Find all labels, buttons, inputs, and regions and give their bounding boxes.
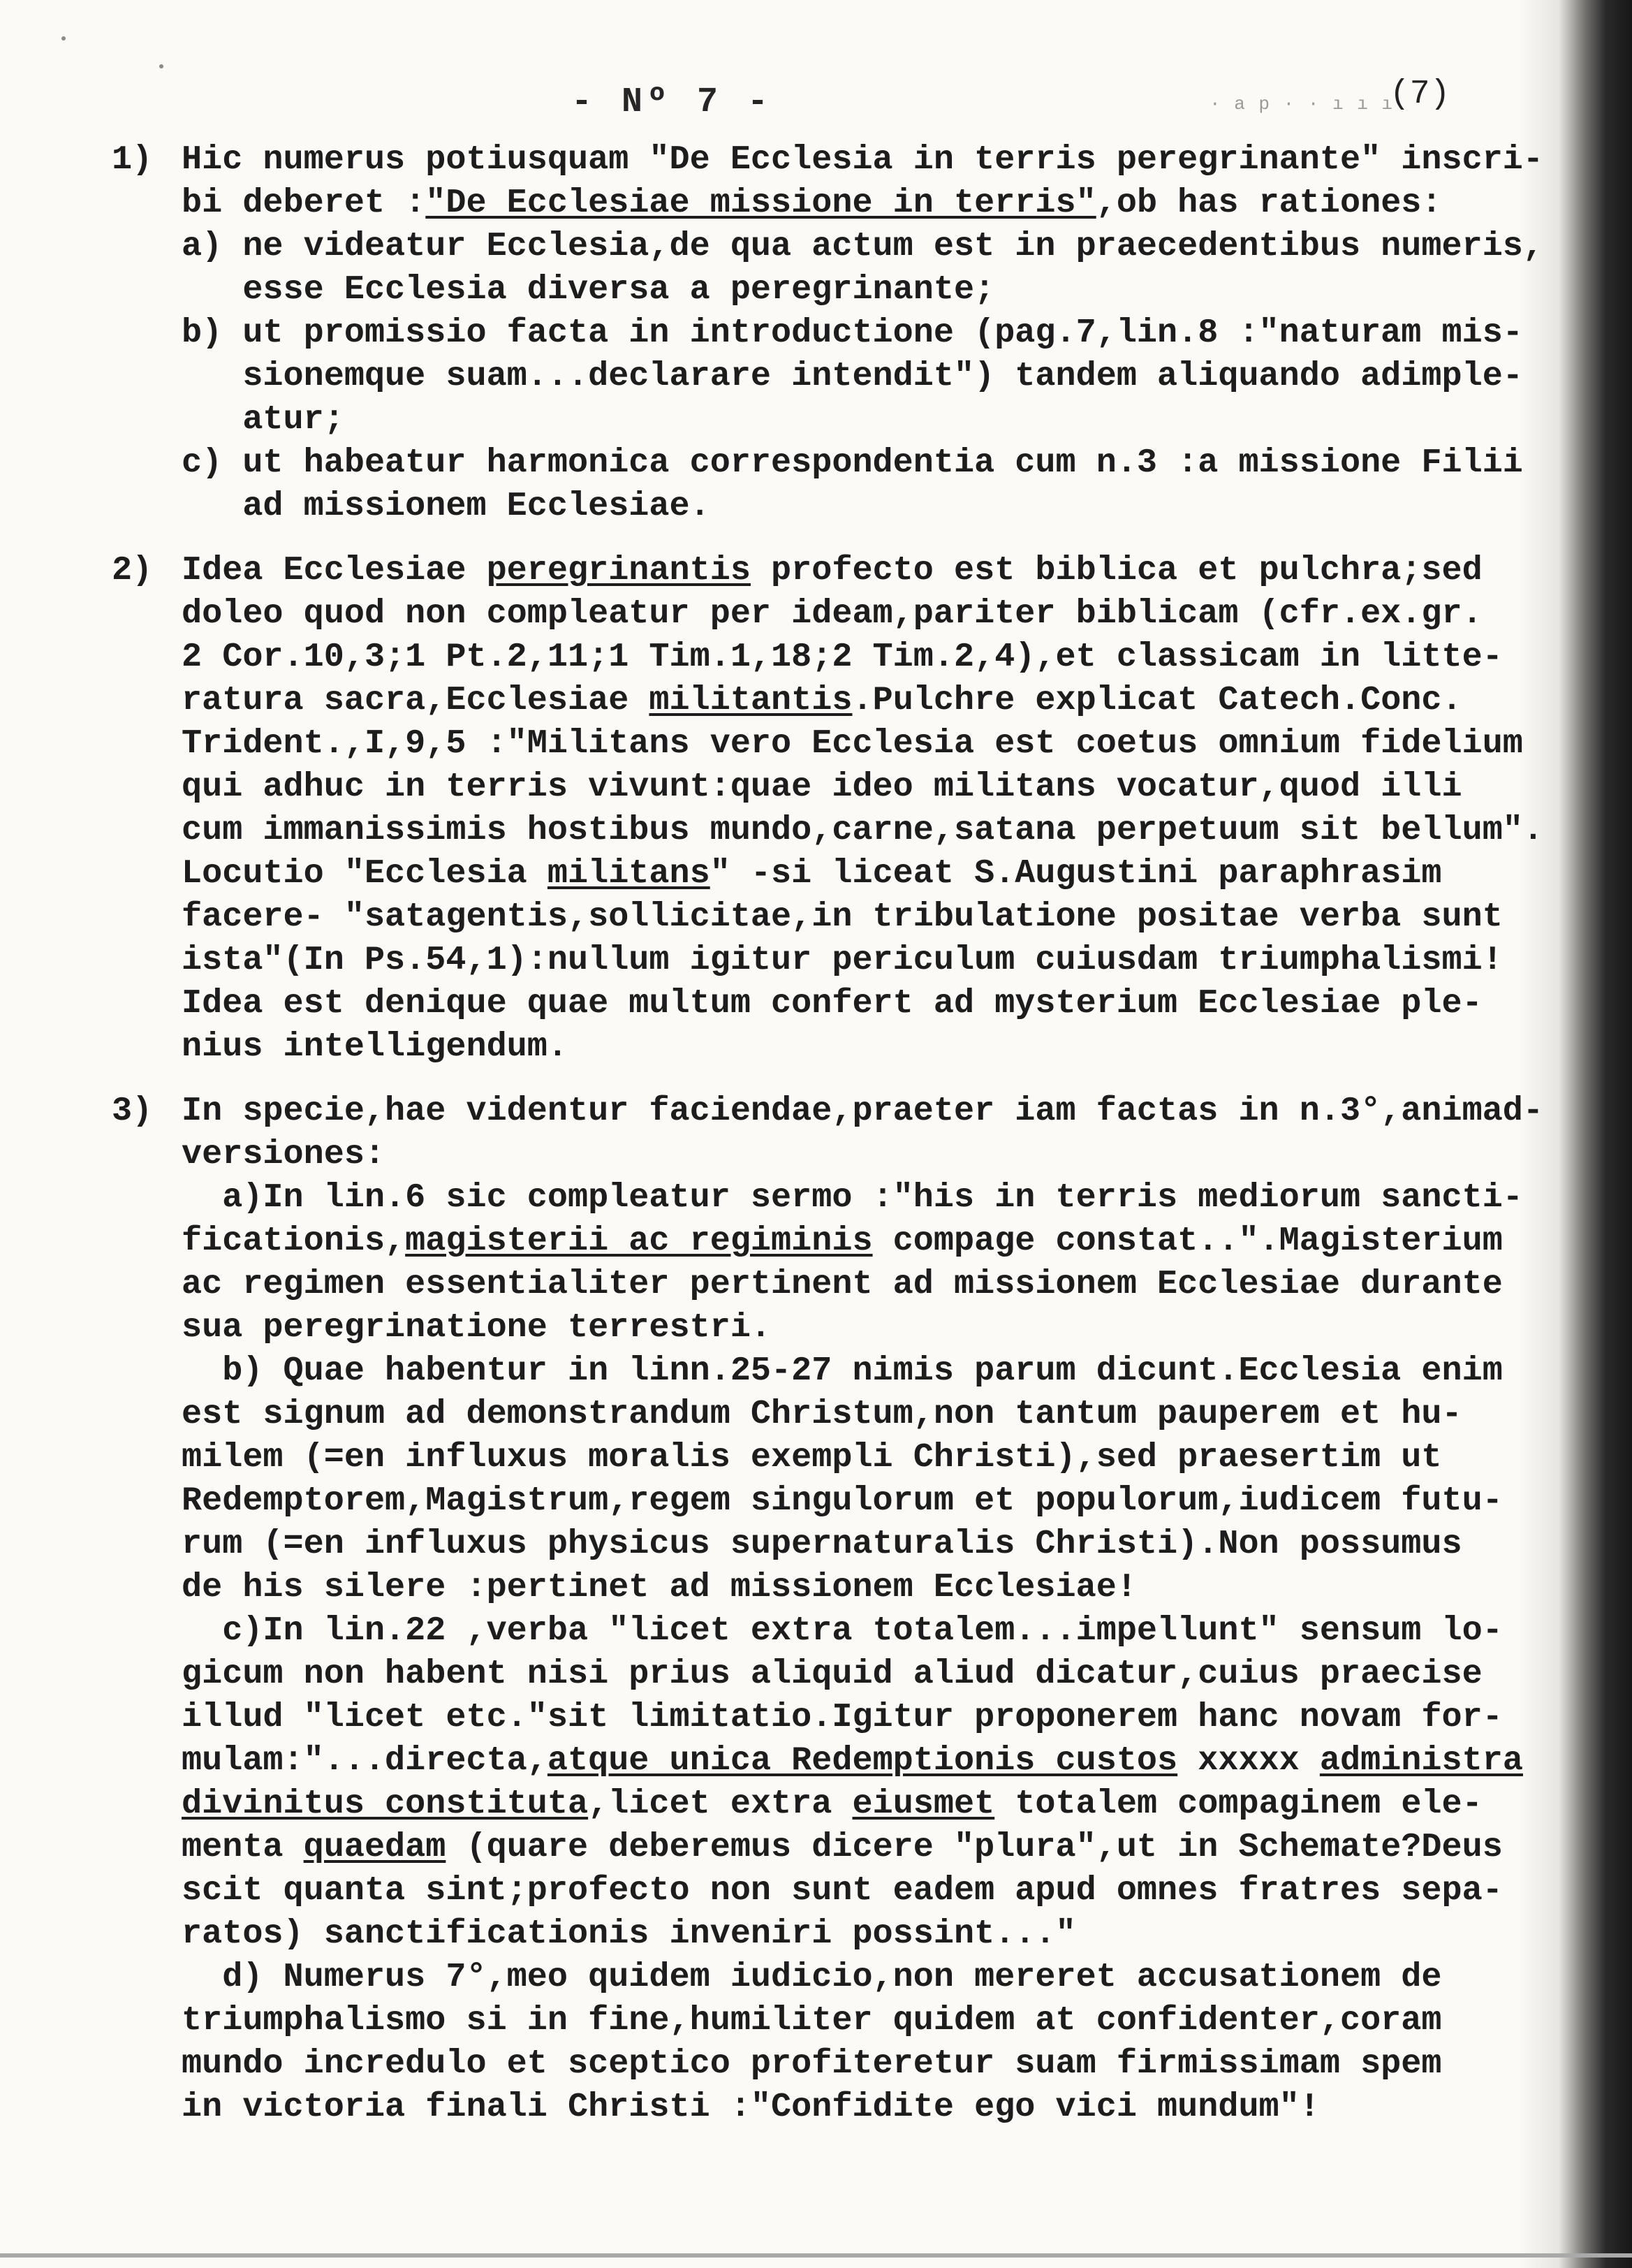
line-text: est signum ad demonstrandum Christum,non tantum pauperem et hu- (182, 1395, 1462, 1433)
line-text: versiones: (182, 1135, 385, 1173)
text-line (112, 1479, 1613, 1523)
text-line (112, 225, 1613, 268)
text-line (112, 722, 1613, 766)
text-line (112, 1393, 1613, 1436)
text-line (112, 1220, 1613, 1263)
text-line (112, 1436, 1613, 1479)
text-line (112, 809, 1613, 852)
text-line (112, 138, 1613, 182)
line-text: Hic numerus potiusquam "De Ecclesia in terris peregrinante" inscri- (182, 140, 1544, 179)
text-line (112, 549, 1613, 592)
text-line (112, 2042, 1613, 2086)
underlined-text: magisterii ac regiminis (405, 1222, 873, 1260)
line-text: Trident.,I,9,5 :"Militans vero Ecclesia est coetus omnium fidelium (182, 724, 1523, 763)
text-line (112, 1739, 1613, 1783)
line-text: cum immanissimis hostibus mundo,carne,satana perpetuum sit bellum". (182, 811, 1544, 849)
line-text: d) Numerus 7°,meo quidem iudicio,non mereret accusationem de (182, 1958, 1442, 1996)
underlined-text: peregrinantis (486, 551, 751, 590)
underlined-text: quaedam (303, 1828, 446, 1866)
line-text: doleo quod non compleatur per ideam,pariter biblicam (cfr.ex.gr. (182, 594, 1483, 633)
text-line (112, 312, 1613, 355)
line-text: bi deberet : (182, 184, 426, 222)
line-text: illud "licet etc."sit limitatio.Igitur proponerem hanc novam for- (182, 1698, 1503, 1736)
scan-speck (61, 36, 66, 41)
text-line (112, 1912, 1613, 1956)
paragraph-1 (112, 138, 1613, 528)
scan-speck (159, 64, 163, 68)
line-text: de his silere :pertinet ad missionem Ecclesiae! (182, 1568, 1137, 1607)
text-line (112, 1523, 1613, 1566)
text-line (112, 1133, 1613, 1176)
text-line (112, 1566, 1613, 1609)
line-text: mulam:"...directa, (182, 1741, 547, 1780)
text-line (112, 1696, 1613, 1739)
line-text: milem (=en influxus moralis exempli Christi),sed praesertim ut (182, 1438, 1442, 1477)
line-text: c)In lin.22 ,verba "licet extra totalem...impellunt" sensum lo- (182, 1611, 1503, 1650)
line-text: ad missionem Ecclesiae. (182, 487, 710, 525)
line-text: a) ne videatur Ecclesia,de qua actum est in praecedentibus numeris, (182, 227, 1544, 265)
line-text: nius intelligendum. (182, 1027, 568, 1066)
underlined-text: "De Ecclesiae missione in terris" (425, 184, 1096, 222)
text-line (112, 1090, 1613, 1133)
line-text: Idea est denique quae multum confert ad mysterium Ecclesiae ple- (182, 984, 1483, 1023)
underlined-text: eiusmet (852, 1785, 995, 1823)
line-text: xxxxx (1177, 1741, 1320, 1780)
line-text: ratura sacra,Ecclesiae (182, 681, 649, 719)
line-text: gicum non habent nisi prius aliquid aliud dicatur,cuius praecise (182, 1655, 1483, 1693)
text-line (112, 636, 1613, 679)
line-text: ista"(In Ps.54,1):nullum igitur periculum cuiusdam triumphalismi! (182, 941, 1503, 979)
line-text: Idea Ecclesiae (182, 551, 487, 590)
scan-edge (0, 2253, 1632, 2258)
text-line (112, 895, 1613, 939)
line-text: facere- "satagentis,sollicitae,in tribulatione positae verba sunt (182, 898, 1503, 936)
line-text: compage constat..".Magisterium (872, 1222, 1503, 1260)
line-text: triumphalismo si in fine,humiliter quidem at confidenter,coram (182, 2001, 1442, 2040)
text-line (112, 1999, 1613, 2042)
underlined-text: militantis (649, 681, 853, 719)
text-line (112, 398, 1613, 441)
line-text: sua peregrinatione terrestri. (182, 1308, 772, 1347)
text-line (112, 1609, 1613, 1653)
paragraph-3 (112, 1090, 1613, 2129)
paragraph-number: 2) (112, 551, 153, 590)
line-text: .Pulchre explicat Catech.Conc. (852, 681, 1462, 719)
text-line (112, 1783, 1613, 1826)
line-text: ac regimen essentialiter pertinent ad missionem Ecclesiae durante (182, 1265, 1503, 1303)
line-text: in victoria finali Christi :"Confidite ego vici mundum"! (182, 2088, 1320, 2126)
underlined-text: divinitus constituta (182, 1785, 589, 1823)
line-text: b) Quae habentur in linn.25-27 nimis parum dicunt.Ecclesia enim (182, 1352, 1503, 1390)
line-text: Locutio "Ecclesia (182, 854, 547, 893)
text-line (112, 592, 1613, 636)
text-line (112, 852, 1613, 895)
line-text: qui adhuc in terris vivunt:quae ideo militans vocatur,quod illi (182, 768, 1462, 806)
line-text: b) ut promissio facta in introductione (pag.7,lin.8 :"naturam mis- (182, 314, 1523, 352)
text-line (112, 1869, 1613, 1912)
line-text: a)In lin.6 sic compleatur sermo :"his in terris mediorum sancti- (182, 1178, 1523, 1217)
line-text: (quare deberemus dicere "plura",ut in Schemate?Deus (446, 1828, 1503, 1866)
text-line (112, 441, 1613, 485)
line-text: ,ob has rationes: (1096, 184, 1442, 222)
paragraph-number: 1) (112, 140, 153, 179)
paragraph-number: 3) (112, 1092, 153, 1130)
text-line (112, 939, 1613, 982)
text-line (112, 1653, 1613, 1696)
page-reference: (7) (1390, 75, 1450, 113)
line-text: " -si liceat S.Augustini paraphrasim (710, 854, 1442, 893)
line-text: totalem compaginem ele- (994, 1785, 1483, 1823)
line-text: c) ut habeatur harmonica correspondentia cum n.3 :a missione Filii (182, 444, 1523, 482)
line-text: ,licet extra (588, 1785, 853, 1823)
line-text: sionemque suam...declarare intendit") tandem aliquando adimple- (182, 357, 1523, 395)
text-line (112, 485, 1613, 528)
line-text: In specie,hae videntur faciendae,praeter iam factas in n.3°,animad- (182, 1092, 1544, 1130)
faint-marks: · a p · · ı ı ı (1210, 94, 1395, 115)
document-body (112, 138, 1613, 2129)
text-line (112, 2086, 1613, 2129)
paragraph-2 (112, 549, 1613, 1069)
line-text: ficationis, (182, 1222, 406, 1260)
text-line (112, 1306, 1613, 1349)
text-line (112, 268, 1613, 312)
text-line (112, 766, 1613, 809)
line-text: mundo incredulo et sceptico profiteretur suam firmissimam spem (182, 2044, 1442, 2083)
text-line (112, 1025, 1613, 1069)
text-line (112, 1956, 1613, 1999)
text-line (112, 1176, 1613, 1220)
page-number: - Nº 7 - (571, 82, 773, 122)
underlined-text: administra (1319, 1741, 1523, 1780)
underlined-text: militans (547, 854, 710, 893)
line-text: scit quanta sint;profecto non sunt eadem apud omnes fratres sepa- (182, 1871, 1503, 1910)
line-text: Redemptorem,Magistrum,regem singulorum et populorum,iudicem futu- (182, 1481, 1503, 1520)
line-text: 2 Cor.10,3;1 Pt.2,11;1 Tim.1,18;2 Tim.2,4),et classicam in litte- (182, 638, 1503, 676)
line-text: rum (=en influxus physicus supernaturalis Christi).Non possumus (182, 1525, 1462, 1563)
text-line (112, 982, 1613, 1025)
line-text: esse Ecclesia diversa a peregrinante; (182, 270, 995, 309)
text-line (112, 182, 1613, 225)
line-text: ratos) sanctificationis inveniri possint..." (182, 1915, 1076, 1953)
text-line (112, 679, 1613, 722)
page-header (0, 75, 1632, 131)
text-line (112, 1826, 1613, 1869)
line-text: profecto est biblica et pulchra;sed (750, 551, 1483, 590)
text-line (112, 355, 1613, 398)
text-line (112, 1349, 1613, 1393)
line-text: menta (182, 1828, 304, 1866)
line-text: atur; (182, 400, 344, 439)
underlined-text: atque unica Redemptionis custos (547, 1741, 1178, 1780)
text-line (112, 1263, 1613, 1306)
